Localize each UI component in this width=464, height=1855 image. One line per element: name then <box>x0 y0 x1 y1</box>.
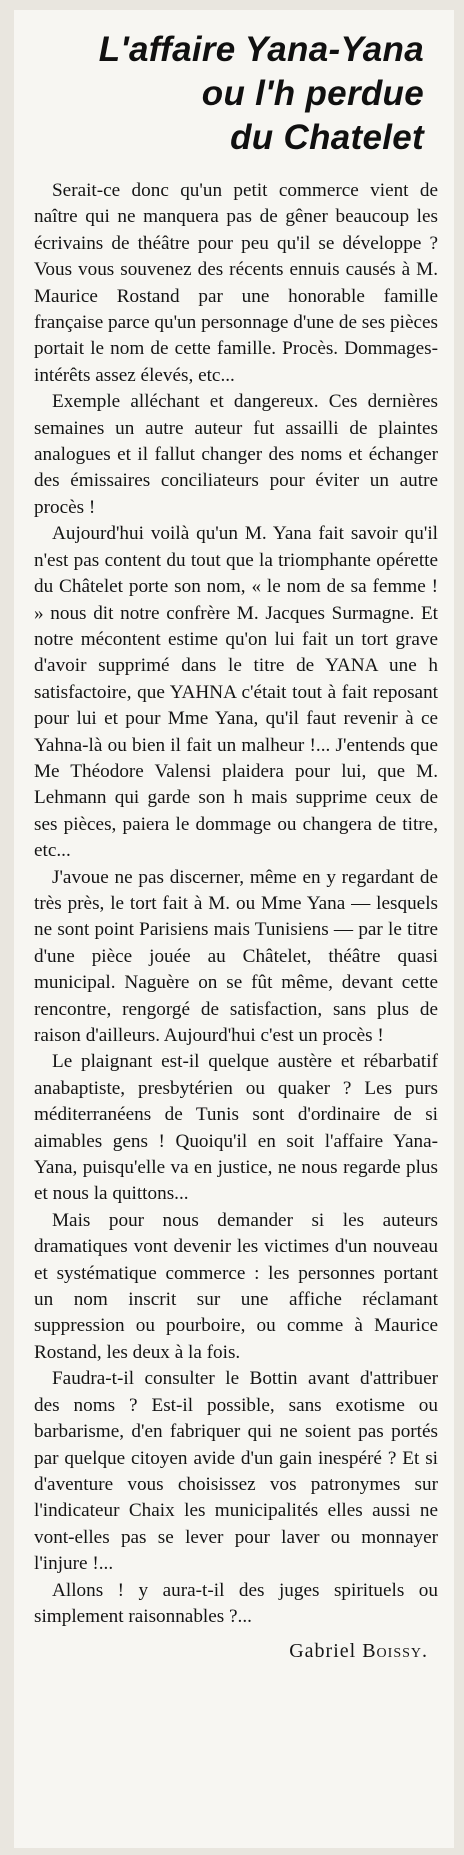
newspaper-clipping <box>14 10 454 1848</box>
headline-line-1: L'affaire Yana-Yana <box>98 30 424 69</box>
article-body <box>34 178 438 1630</box>
author-first-name: Gabriel <box>289 1640 357 1663</box>
headline-line-3: du Chatelet <box>230 118 424 157</box>
paragraph-3: Aujourd'hui voilà qu'un M. Yana fait savoir qu'il n'est pas content du tout que la triomphante opérette du Châtelet porte son nom, « le nom de sa femme ! » nous dit notre confrère M. Jacques Surmagne. Et notre mécontent estime qu'on lui fait un tort grave d'avoir supprimé dans le titre de YANA une h satisfactoire, que YAHNA c'était tout à fait reposant pour lui et pour Mme Yana, qu'il faut revenir à ce Yahna-là ou bien il fait un malheur !... J'entends que Me Théodore Valensi plaidera pour lui, que M. Lehmann qui garde son h mais supprime ceux de ses pièces, paiera le dommage ou changera de titre, etc... <box>34 523 438 862</box>
paragraph-2: Exemple alléchant et dangereux. Ces dernières semaines un autre auteur fut assailli de plaintes analogues et il fallut changer des noms et échanger des émissaires conciliateurs pour éviter un autre procès ! <box>34 391 438 518</box>
paragraph-6: Mais pour nous demander si les auteurs dramatiques vont devenir les victimes d'un nouveau et systématique commerce : les personnes portant un nom inscrit sur une affiche réclamant suppression ou pourboire, ou comme à Maurice Rostand, les deux à la fois. <box>34 1209 438 1363</box>
paragraph-7: Faudra-t-il consulter le Bottin avant d'attribuer des noms ? Est-il possible, sans exotisme ou barbarisme, d'en fabriquer qui ne soient pas portés par quelque citoyen avide d'un gain inespéré ? Et si d'aventure vous choisissez vos patronymes sur l'indicateur Chaix les municipalités elles aussi ne vont-elles pas se lever pour laver ou monnayer l'injure !... <box>34 1368 438 1575</box>
paragraph-1: Serait-ce donc qu'un petit commerce vient de naître qui ne manquera pas de gêner beaucoup les écrivains de théâtre pour peu qu'il se développe ? Vous vous souvenez des récents ennuis causés à M. Maurice Rostand par une honorable famille française parce qu'un personnage d'une de ses pièces portait le nom de cette famille. Procès. Dommages-intérêts assez élevés, etc... <box>34 180 438 386</box>
headline-line-2: ou l'h perdue <box>201 74 424 113</box>
paragraph-8: Allons ! y aura-t-il des juges spirituels ou simplement raisonnables ?... <box>34 1579 438 1627</box>
author-last-name: Boissy. <box>362 1640 428 1663</box>
author-signature <box>34 1640 438 1663</box>
article-headline <box>34 28 438 160</box>
paragraph-4: J'avoue ne pas discerner, même en y regardant de très près, le tort fait à M. ou Mme Yana — lesquels ne sont point Parisiens mais Tunisiens — par le titre d'une pièce jouée au Châtelet, théâtre quasi municipal. Naguère on se fût même, devant cette rencontre, rengorgé de satisfaction, sans plus de raison d'ailleurs. Aujourd'hui c'est un procès ! <box>34 866 438 1046</box>
paragraph-5: Le plaignant est-il quelque austère et rébarbatif anabaptiste, presbytérien ou quaker ? Les purs méditerranéens de Tunis sont d'ordinaire de si aimables gens ! Quoiqu'il en soit l'affaire Yana-Yana, puisqu'elle va en justice, ne nous regarde plus et nous la quittons... <box>34 1051 438 1205</box>
